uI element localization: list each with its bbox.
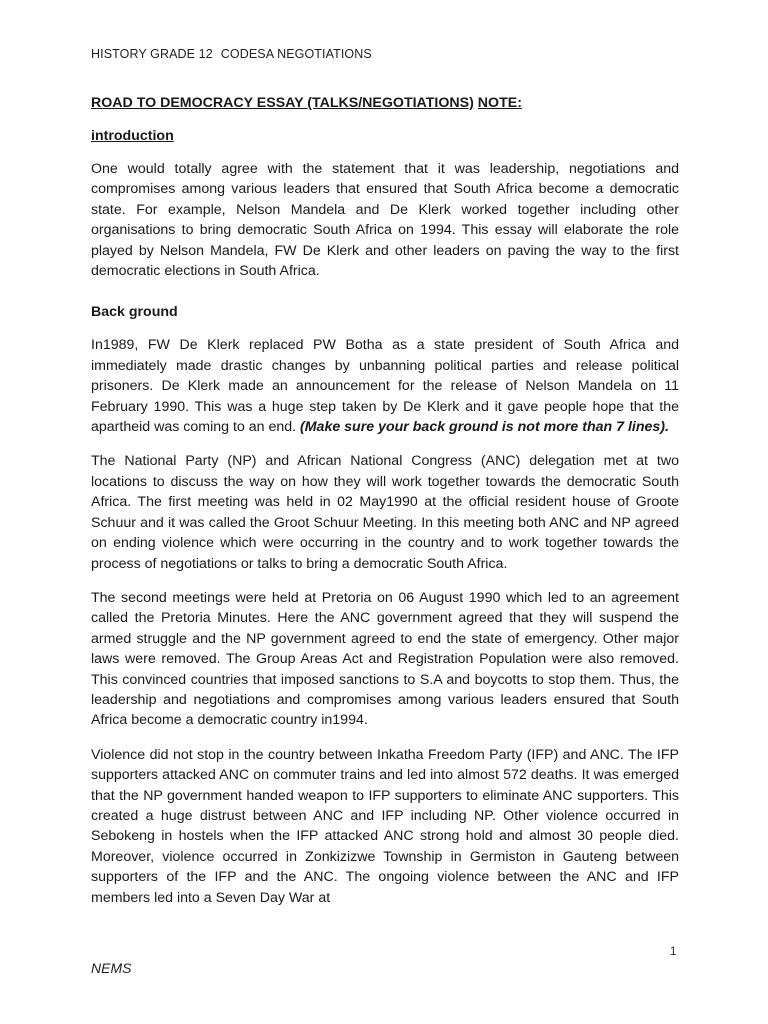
page-header <box>91 47 372 61</box>
meetings-paragraph: The National Party (NP) and African National Congress (ANC) delegation met at two locations to discuss the way on how they will work together towards the democratic South Africa. The first meeting was held in 02 May1990 at the official resident house of Groote Schuur and it was called the Groot Schuur Meeting. In this meeting both ANC and NP agreed on ending violence which were occurring in the country and to work together towards the process of negotiations or talks to bring a democratic South Africa. <box>91 453 679 572</box>
pretoria-paragraph: The second meetings were held at Pretoria on 06 August 1990 which led to an agreement called the Pretoria Minutes. Here the ANC government agreed that they will suspend the armed struggle and the NP government agreed to end the state of emergency. Other major laws were removed. The Group Areas Act and Registration Population were also removed. This convinced countries that imposed sanctions to S.A and boycotts to stop them. Thus, the leadership and negotiations and compromises among various leaders ensured that South Africa become a democratic country in1994. <box>91 589 679 729</box>
document-body <box>91 94 679 922</box>
header-subject: HISTORY GRADE 12 <box>91 47 213 61</box>
document-title <box>91 94 679 112</box>
introduction-paragraph: One would totally agree with the statement that it was leadership, negotiations and compromises among various leaders that ensured that South Africa become a democratic state. For example, Nelson Mandela and De Klerk worked together including other organisations to bring democratic South Africa on 1994. This essay will elaborate the role played by Nelson Mandela, FW De Klerk and other leaders on paving the way to the first democratic elections in South Africa. <box>91 161 679 280</box>
violence-paragraph: Violence did not stop in the country between Inkatha Freedom Party (IFP) and ANC. The IFP supporters attacked ANC on commuter trains and led into almost 572 deaths. It was emerged that the NP government handed weapon to IFP supporters to eliminate ANC supporters. This created a huge distrust between ANC and IFP including NP. Other violence occurred in Sebokeng in hostels when the IFP attacked ANC strong hold and almost 30 people died. Moreover, violence occurred in Zonkizizwe Township in Germiston in Gauteng between supporters of the IFP and the ANC. The ongoing violence between the ANC and IFP members led into a Seven Day War at <box>91 746 679 906</box>
page-number: 1 <box>670 946 677 958</box>
page-footer: NEMS <box>91 960 132 976</box>
title-underlined: ROAD TO DEMOCRACY ESSAY (TALKS/NEGOTIATIONS) <box>91 95 474 111</box>
header-topic: CODESA NEGOTIATIONS <box>220 47 372 61</box>
introduction-heading: introduction <box>91 128 174 144</box>
background-note: (Make sure your back ground is not more than 7 lines). <box>300 419 669 436</box>
title-note: NOTE: <box>477 95 522 111</box>
background-text: In1989, FW De Klerk replaced PW Botha as a state president of South Africa and immediately made drastic changes by unbanning political parties and release political prisoners. De Klerk made an announcement for the release of Nelson Mandela on 11 February 1990. This was a huge step taken by De Klerk and it gave people hope that the apartheid was coming to an end. <box>91 337 679 436</box>
background-paragraph <box>91 335 679 437</box>
background-heading: Back ground <box>91 304 178 321</box>
